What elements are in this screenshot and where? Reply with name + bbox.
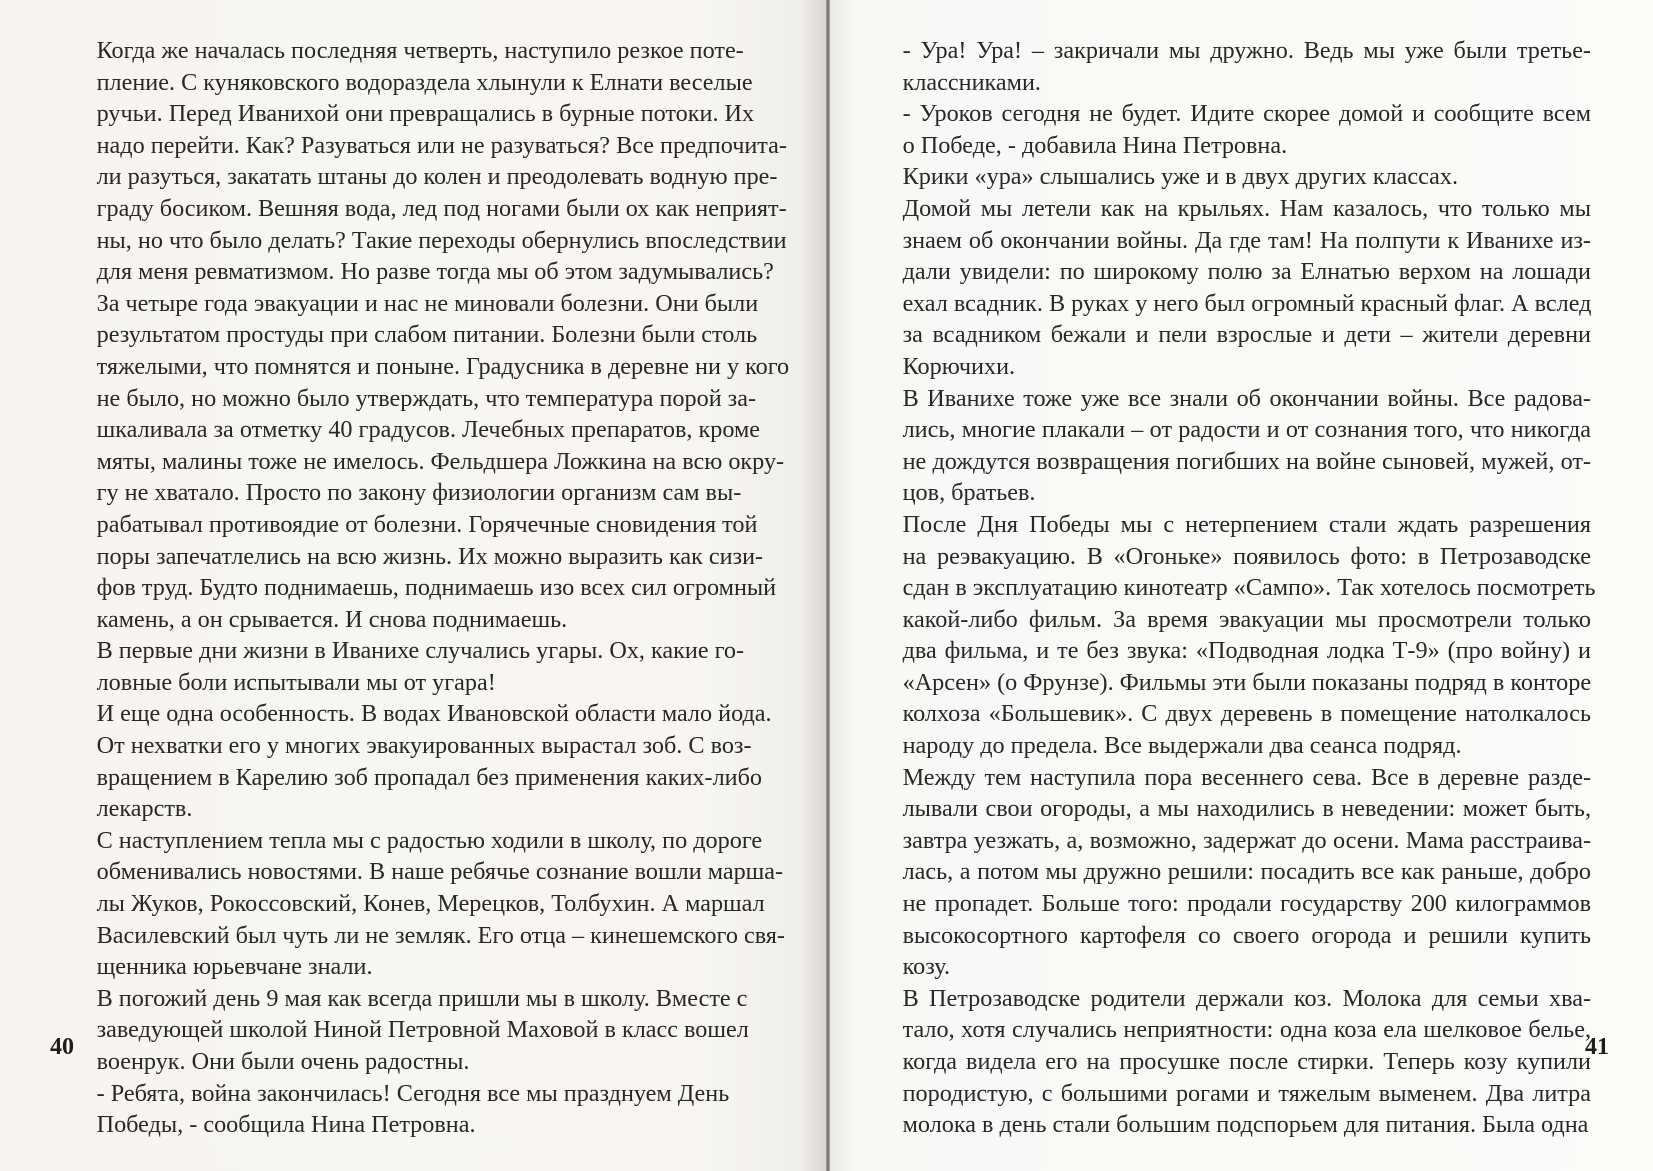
text-line: сдан в эксплуатацию кинотеатр «Сампо». Так хотелось посмотреть bbox=[902, 574, 1596, 602]
text-line: От нехватки его у многих эвакуированных вырастал зоб. С воз- bbox=[96, 732, 752, 760]
text-line: Корючихи. bbox=[902, 352, 1016, 380]
text-line: ловные боли испытывали мы от угара! bbox=[96, 668, 496, 696]
text-line: заведующей школой Ниной Петровной Маховой в класс вошел bbox=[96, 1016, 749, 1044]
text-line: гу не хватало. Просто по закону физиологии организм сам вы- bbox=[96, 479, 742, 507]
paragraph bbox=[876, 383, 1591, 509]
text-line: когда видела его на просушке после стирки. Теперь козу купили bbox=[902, 1048, 1591, 1075]
text-line: - Ребята, война закончилась! Сегодня все мы празднуем День bbox=[96, 1079, 730, 1107]
text-line: за всадником бежали и пели взрослые и дети – жители деревни bbox=[902, 321, 1591, 349]
text-line: рабатывал противоядие от болезни. Горячечные сновидения той bbox=[96, 510, 758, 538]
text-line: вращением в Карелию зоб пропадал без применения каких-либо bbox=[96, 763, 762, 791]
text-line: фов труд. Будто поднимаешь, поднимаешь изо всех сил огромный bbox=[96, 574, 777, 602]
text-line: обменивались новостями. В наше ребячье сознание вошли марша- bbox=[96, 858, 784, 886]
text-line: Победы, - сообщила Нина Петровна. bbox=[96, 1111, 476, 1139]
text-line: породистую, с большими рогами и тяжелым выменем. Два литра bbox=[902, 1079, 1591, 1107]
text-line: После Дня Победы мы с нетерпением стали ждать разрешения bbox=[902, 510, 1591, 538]
text-line: Василевский был чуть ли не земляк. Его отца – кинешемского свя- bbox=[96, 921, 785, 949]
text-line: - Ура! Ура! – закричали мы дружно. Ведь мы уже были третье- bbox=[902, 37, 1591, 64]
text-line: мяты, малины тоже не имелось. Фельдшера Ложкина на всю окру- bbox=[96, 447, 785, 475]
text-line: лывали свои огороды, а мы находились в неведении: может быть, bbox=[902, 795, 1591, 823]
paragraph bbox=[70, 288, 790, 636]
paragraph bbox=[876, 193, 1591, 383]
paragraph bbox=[876, 161, 1591, 193]
text-line: Между тем наступила пора весеннего сева. Все в деревне разде- bbox=[902, 763, 1591, 791]
text-line: не пропадет. Больше того: продали государству 200 килограммов bbox=[902, 890, 1591, 918]
paragraph bbox=[876, 983, 1591, 1141]
text-line: знаем об окончании войны. Да где там! На полпути к Иванихе из- bbox=[902, 226, 1591, 254]
text-line: ручьи. Перед Иванихой они превращались в бурные потоки. Их bbox=[96, 100, 755, 128]
paragraph bbox=[876, 98, 1591, 161]
text-line: В погожий день 9 мая как всегда пришли мы в школу. Вместе с bbox=[96, 984, 748, 1012]
text-line: С наступлением тепла мы с радостью ходили в школу, по дороге bbox=[96, 826, 763, 854]
right-page bbox=[830, 0, 1653, 1171]
text-line: пление. С куняковского водораздела хлынули к Елнати веселые bbox=[96, 68, 753, 96]
right-page-number: 41 bbox=[1585, 1034, 1609, 1060]
text-line: поры запечатлелись на всю жизнь. Их можно выразить как сизи- bbox=[96, 542, 764, 570]
text-line: В Иванихе тоже уже все знали об окончании войны. Все радова- bbox=[902, 384, 1591, 412]
text-line: высокосортного картофеля со своего огорода и решили купить bbox=[902, 921, 1591, 949]
paragraph bbox=[70, 1078, 730, 1141]
text-line: молока в день стали большим подспорьем для питания. Была одна bbox=[902, 1111, 1589, 1139]
text-line: классниками. bbox=[902, 68, 1041, 96]
left-page-text bbox=[70, 35, 790, 1141]
text-line: козу. bbox=[902, 953, 950, 981]
text-line: - Уроков сегодня не будет. Идите скорее домой и сообщите всем bbox=[902, 100, 1591, 128]
text-line: В первые дни жизни в Иванихе случались угары. Ох, какие го- bbox=[96, 637, 745, 665]
left-page-number: 40 bbox=[50, 1034, 74, 1060]
text-line: Домой мы летели как на крыльях. Нам казалось, что только мы bbox=[902, 194, 1591, 222]
text-line: надо перейти. Как? Разуваться или не разуваться? Все предпочита- bbox=[96, 131, 787, 159]
text-line: Крики «ура» слышались уже и в двух других классах. bbox=[902, 163, 1459, 191]
paragraph bbox=[876, 35, 1591, 98]
text-line: военрук. Они были очень радостны. bbox=[96, 1048, 470, 1075]
text-line: какой-либо фильм. За время эвакуации мы просмотрели только bbox=[902, 605, 1591, 633]
text-line: ны, но что было делать? Такие переходы обернулись впоследствии bbox=[96, 226, 787, 254]
text-line: о Победе, - добавила Нина Петровна. bbox=[902, 131, 1288, 159]
text-line: ли разуться, закатать штаны до колен и преодолевать водную пре- bbox=[96, 163, 778, 191]
text-line: И еще одна особенность. В водах Ивановской области мало йода. bbox=[96, 700, 772, 728]
paragraph bbox=[70, 698, 772, 824]
text-line: на реэвакуацию. В «Огоньке» появилось фото: в Петрозаводске bbox=[902, 542, 1591, 570]
paragraph bbox=[70, 825, 785, 983]
text-line: дали увидели: по широкому полю за Елнатью верхом на лошади bbox=[902, 258, 1591, 286]
text-line: результатом простуды при слабом питании. Болезни были столь bbox=[96, 321, 758, 349]
left-page bbox=[0, 0, 826, 1171]
text-line: для меня ревматизмом. Но разве тогда мы об этом задумывались? bbox=[96, 258, 774, 286]
paragraph bbox=[876, 509, 1596, 762]
text-line: «Арсен» (о Фрунзе). Фильмы эти были показаны подряд в конторе bbox=[902, 668, 1592, 696]
text-line: лись, многие плакали – от радости и от сознания того, что никогда bbox=[902, 416, 1591, 444]
text-line: шкаливала за отметку 40 градусов. Лечебных препаратов, кроме bbox=[96, 416, 761, 444]
text-line: тяжелыми, что помнятся и поныне. Градусника в деревне ни у кого bbox=[96, 352, 790, 380]
text-line: не дождутся возвращения погибших на войне сыновей, мужей, от- bbox=[902, 447, 1591, 475]
text-line: цов, братьев. bbox=[902, 479, 1036, 507]
text-line: колхоза «Большевик». С двух деревень в помещение натолкалось bbox=[902, 700, 1591, 728]
paragraph bbox=[70, 983, 749, 1078]
text-line: В Петрозаводске родители держали коз. Молока для семьи хва- bbox=[902, 984, 1591, 1012]
text-line: граду босиком. Вешняя вода, лед под ногами были ох как неприят- bbox=[96, 194, 787, 222]
text-line: завтра уезжать, а, возможно, задержат до осени. Мама расстраива- bbox=[902, 826, 1591, 854]
text-line: щенника юрьевчане знали. bbox=[96, 953, 373, 981]
text-line: камень, а он срывается. И снова поднимаешь. bbox=[96, 605, 568, 633]
paragraph bbox=[70, 635, 745, 698]
text-line: два фильма, и те без звука: «Подводная лодка Т-9» (про войну) и bbox=[902, 637, 1591, 665]
paragraph bbox=[876, 762, 1591, 983]
text-line: Когда же началась последняя четверть, наступило резкое поте- bbox=[96, 37, 744, 64]
text-line: лась, а потом мы дружно решили: посадить все как раньше, добро bbox=[902, 858, 1591, 886]
paragraph bbox=[70, 35, 787, 288]
text-line: лы Жуков, Рокоссовский, Конев, Мерецков, Толбухин. А маршал bbox=[96, 890, 765, 918]
text-line: народу до предела. Все выдержали два сеанса подряд. bbox=[902, 732, 1462, 760]
text-line: не было, но можно было утверждать, что температура порой за- bbox=[96, 384, 757, 412]
text-line: За четыре года эвакуации и нас не миновали болезни. Они были bbox=[96, 289, 759, 317]
right-page-text bbox=[876, 35, 1596, 1141]
text-line: лекарств. bbox=[96, 795, 193, 823]
text-line: ехал всадник. В руках у него был огромный красный флаг. А вслед bbox=[902, 289, 1592, 317]
text-line: тало, хотя случались неприятности: одна коза ела шелковое белье, bbox=[902, 1016, 1591, 1044]
